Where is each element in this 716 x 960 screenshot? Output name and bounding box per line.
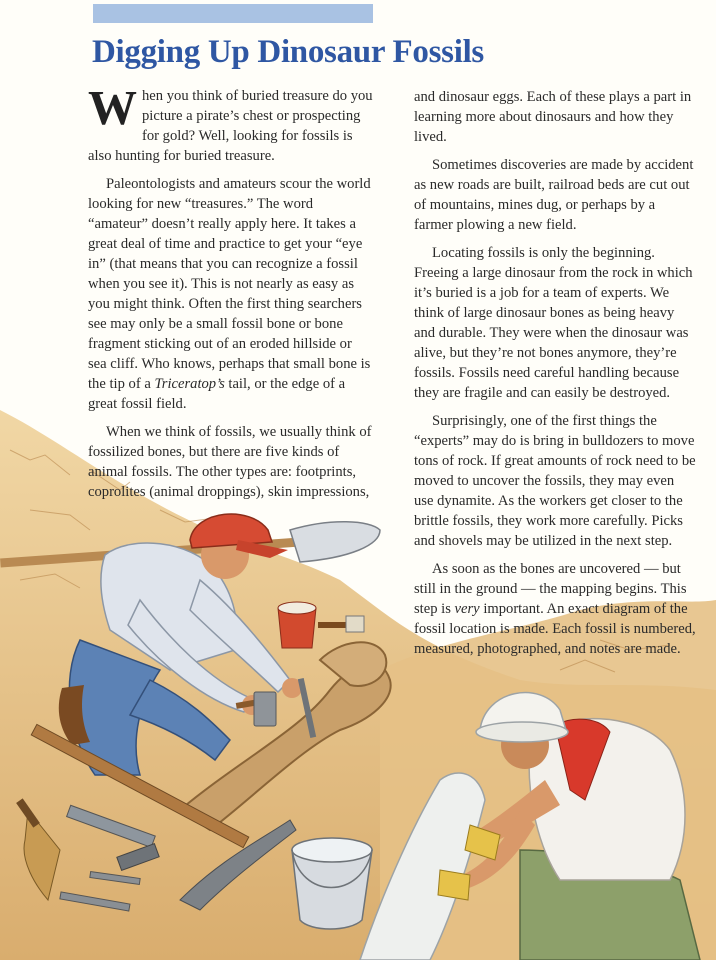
article-column-left xyxy=(88,80,374,510)
paragraph-discoveries: Sometimes discoveries are made by accident as new roads are built, railroad beds are cut out of mountains, mines dug, or perhaps by a farmer plowing a new field. xyxy=(414,157,694,233)
paragraph-fossil-kinds: When we think of fossils, we usually think of fossilized bones, but there are five kinds of animal fossils. The other types are: footprints, coprolites (animal droppings), skin impressions, xyxy=(88,424,372,500)
paragraph-bulldozers: Surprisingly, one of the first things the “experts” may do is bring in bulldozers to move tons of rock. If great amounts of rock need to be moved to uncover the fossils, they may even use dynamite. As the workers get closer to the brittle fossils, they work more carefully. Picks and shovels may be utilized in the next step. xyxy=(414,413,696,549)
paragraph-mapping-text: As soon as the bones are uncovered — but still in the ground — the mapping begins. This step is xyxy=(414,561,687,617)
drop-cap: W xyxy=(88,80,137,135)
paragraph-amateurs-end: tail, or the edge of a great fossil field. xyxy=(88,376,346,412)
water-bucket xyxy=(292,838,372,929)
paragraph-fossil-kinds-cont: and dinosaur eggs. Each of these plays a part in learning more about dinosaurs and how they lived. xyxy=(414,89,692,145)
page-title: Digging Up Dinosaur Fossils xyxy=(92,34,484,70)
paragraph-mapping xyxy=(414,559,696,659)
paragraph-amateurs-text: Paleontologists and amateurs scour the world looking for new “treasures.” The word “amateur” doesn’t really apply here. It takes a great deal of time and practice to get your “eye in” (that means that you can recognize a fossil when you see it). This is not nearly as easy as you might think. Often the first thing searchers see may only be a small fossil bone or bone fragment sticking out of an eroded hillside or sea cliff. Who knows, perhaps that small bone is the tip of a xyxy=(88,176,371,392)
paragraph-intro-text: hen you think of buried treasure do you picture a pirate’s chest or prospecting for gold? Well, looking for fossils is also hunting for buried treasure. xyxy=(88,88,373,164)
header-accent-bar xyxy=(93,4,373,23)
paragraph-amateurs xyxy=(88,174,374,414)
article-column-right xyxy=(414,87,696,667)
paragraph-intro xyxy=(88,80,374,166)
paragraph-locating: Locating fossils is only the beginning. Freeing a large dinosaur from the rock in which it’s buried is a job for a team of experts. We think of large dinosaur bones as being heavy and durable. They were when the dinosaur was alive, but they’re not bones anymore, they’re fossils. Fossils need careful handling because they are fragile and can easily be destroyed. xyxy=(414,245,693,401)
paragraph-mapping-italic: very xyxy=(454,601,480,617)
paragraph-amateurs-italic: Triceratop’s xyxy=(154,376,225,392)
paragraph-mapping-end: important. An exact diagram of the fossil location is made. Each fossil is numbered, measured, photographed, and notes are made. xyxy=(414,601,696,657)
